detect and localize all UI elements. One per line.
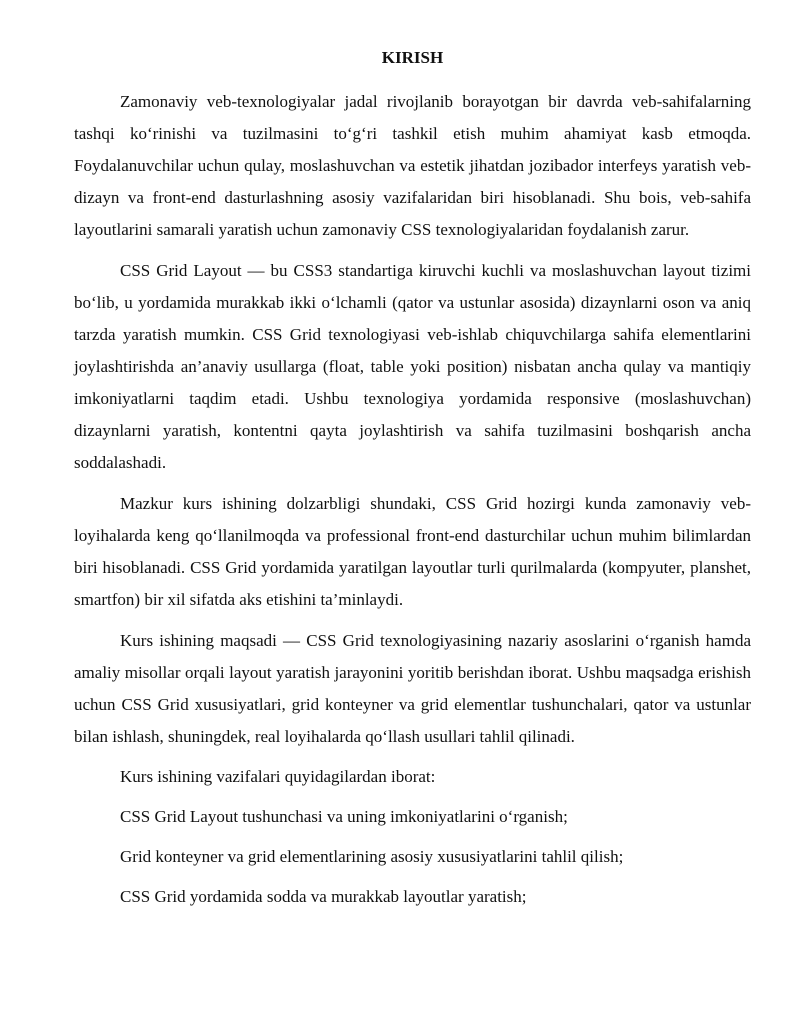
document-page bbox=[74, 44, 751, 921]
task-item: Grid konteyner va grid elementlarining asosiy xususiyatlarini tahlil qilish; bbox=[120, 847, 624, 866]
paragraph-relevance: Mazkur kurs ishining dolzarbligi shundaki, CSS Grid hozirgi kunda zamonaviy veb-loyihalarda keng qo‘llanilmoqda va professional front-end dasturchilar uchun muhim bilimlardan biri hisoblanadi. CSS Grid yordamida yaratilgan layoutlar turli qurilmalarda (kompyuter, planshet, smartfon) bir xil sifatda aks etishini ta’minlaydi. bbox=[74, 494, 751, 609]
paragraph-intro: Zamonaviy veb-texnologiyalar jadal rivojlanib borayotgan bir davrda veb-sahifalarning tashqi ko‘rinishi va tuzilmasini to‘g‘ri tashkil etish muhim ahamiyat kasb etmoqda. Foydalanuvchilar uchun qulay, moslashuvchan va estetik jihatdan jozibador interfeys yaratish veb-dizayn va front-end dasturlashning asosiy vazifalaridan biri hisoblanadi. Shu bois, veb-sahifa layoutlarini samarali yaratish uchun zamonaviy CSS texnologiyalaridan foydalanish zarur. bbox=[74, 92, 751, 239]
task-item: CSS Grid yordamida sodda va murakkab layoutlar yaratish; bbox=[120, 887, 527, 906]
tasks-intro: Kurs ishining vazifalari quyidagilardan iborat: bbox=[120, 767, 436, 786]
paragraph-css-grid-definition: CSS Grid Layout — bu CSS3 standartiga kiruvchi kuchli va moslashuvchan layout tizimi bo‘lib, u yordamida murakkab ikki o‘lchamli (qator va ustunlar asosida) dizaynlarni oson va aniq tarzda yaratish mumkin. CSS Grid texnologiyasi veb-ishlab chiquvchilarga sahifa elementlarini joylashtirishda an’anaviy usullarga (float, table yoki position) nisbatan ancha qulay va mantiqiy imkoniyatlarni taqdim etadi. Ushbu texnologiya yordamida responsive (moslashuvchan) dizaynlarni yaratish, kontentni qayta joylashtirish va sahifa tuzilmasini boshqarish ancha soddalashadi. bbox=[74, 261, 751, 472]
task-item: CSS Grid Layout tushunchasi va uning imkoniyatlarini o‘rganish; bbox=[120, 807, 568, 826]
paragraph-goal: Kurs ishining maqsadi — CSS Grid texnologiyasining nazariy asoslarini o‘rganish hamda amaliy misollar orqali layout yaratish jarayonini yoritib berishdan iborat. Ushbu maqsadga erishish uchun CSS Grid xususiyatlari, grid konteyner va grid elementlar tushunchalari, qator va ustunlar bilan ishlash, shuningdek, real loyihalarda qo‘llash usullari tahlil qilinadi. bbox=[74, 631, 751, 746]
page-title: KIRISH bbox=[381, 48, 444, 67]
